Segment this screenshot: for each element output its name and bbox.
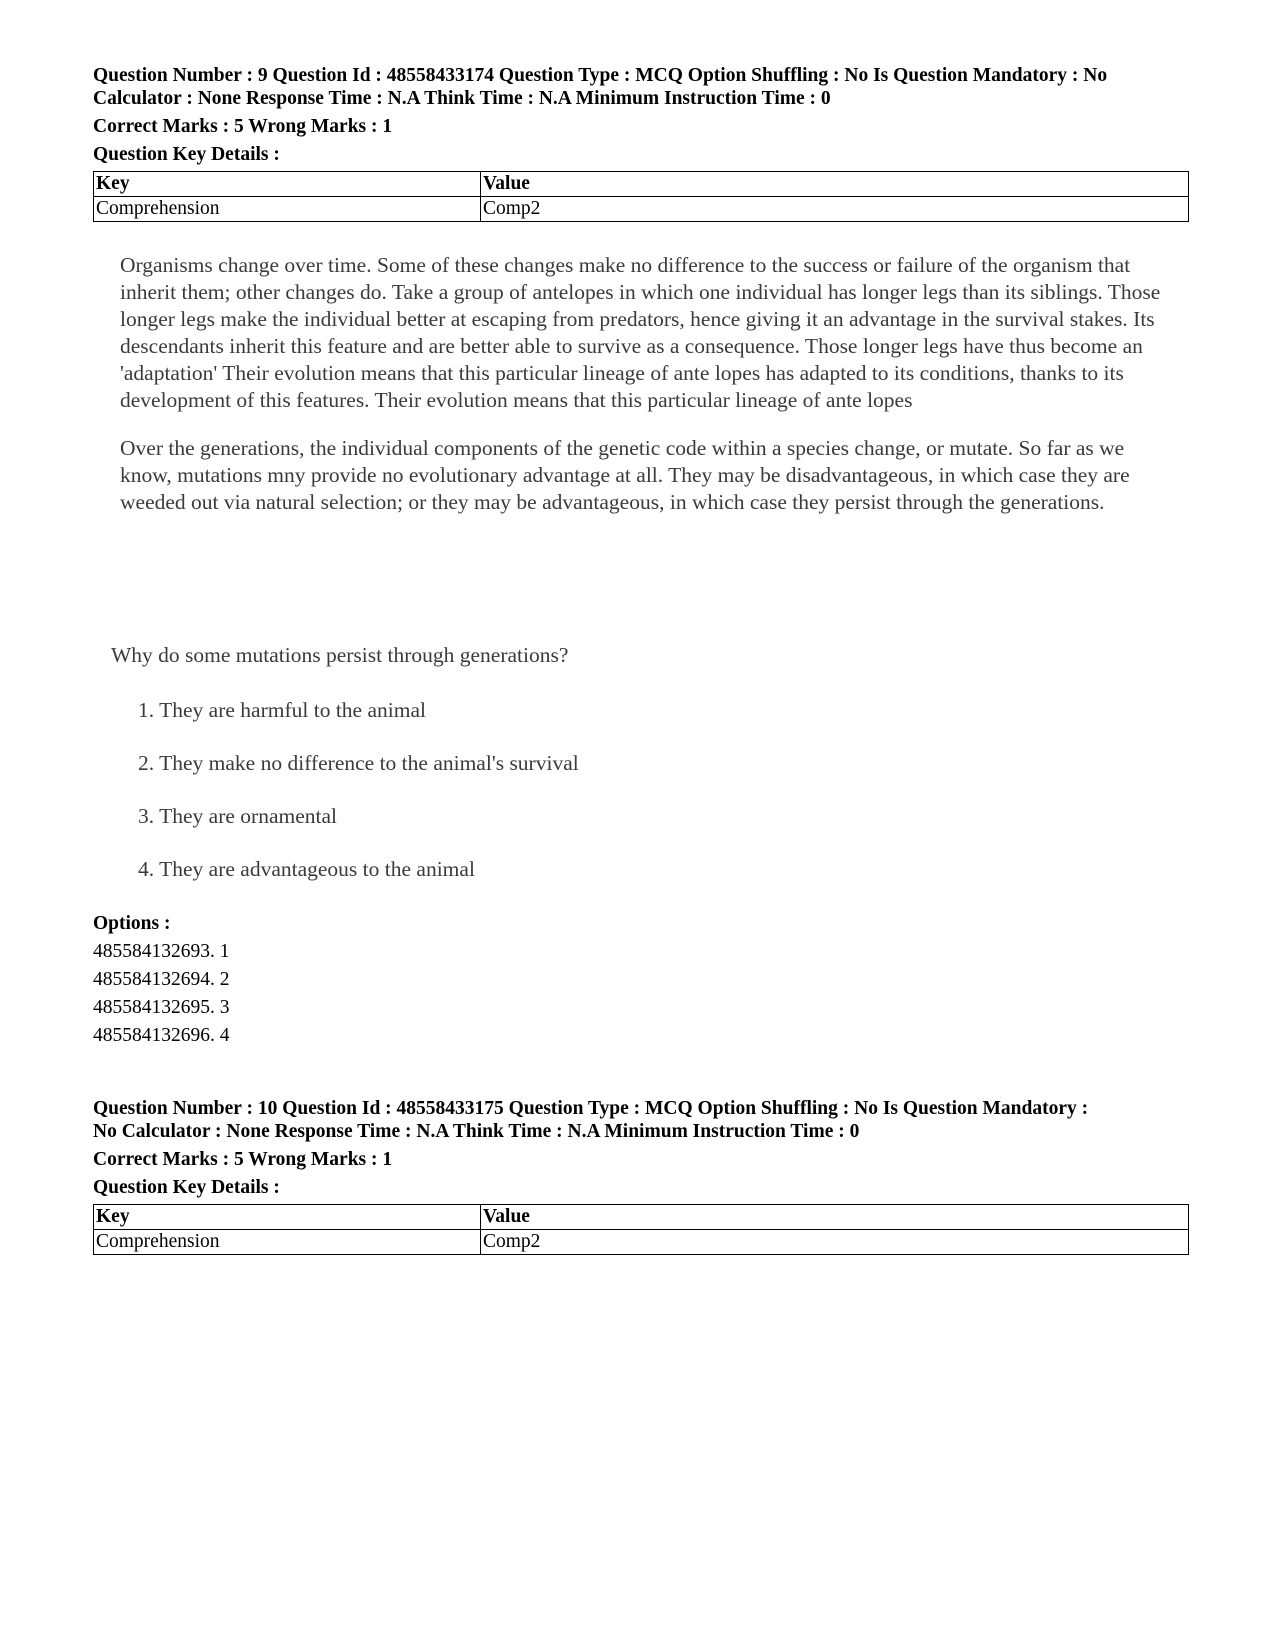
- table-cell-value: Comp2: [481, 1230, 1189, 1255]
- answer-choice-1: 1. They are harmful to the animal: [138, 698, 426, 722]
- question-9-meta: [93, 64, 1188, 110]
- question-10-key-details-label: Question Key Details :: [93, 1177, 280, 1198]
- table-header-value: Value: [481, 172, 1189, 197]
- question-9-header: [93, 64, 1188, 222]
- answer-choice-2: 2. They make no difference to the animal's survival: [138, 751, 579, 775]
- passage-paragraph-2: Over the generations, the individual components of the genetic code within a species change, or mutate. So far as we know, mutations mny provide no evolutionary advantage at all. They may be disadvantageous, in which case they are weeded out via natural selection; or they may be advantageous, in which case they persist through the generations.: [120, 436, 1130, 514]
- table-row: [94, 1230, 1189, 1255]
- comprehension-passage: [112, 252, 1172, 537]
- option-item: 485584132695. 3: [93, 997, 230, 1018]
- table-header-row: [94, 1205, 1189, 1230]
- table-header-value: Value: [481, 1205, 1189, 1230]
- answer-choices: [138, 697, 579, 909]
- passage-paragraph-1: Organisms change over time. Some of these changes make no difference to the success or failure of the organism that inherit them; other changes do. Take a group of antelopes in which one individual has longer legs than its siblings. Those longer legs make the individual better at escaping from predators, hence giving it an advantage in the survival stakes. Its descendants inherit this feature and are better able to survive as a consequence. Those longer legs have thus become an 'adaptation' Their evolution means that this particular lineage of ante lopes has adapted to its conditions, thanks to its development of this features. Their evolution means that this particular lineage of ante lopes: [120, 253, 1161, 412]
- table-cell-value: Comp2: [481, 197, 1189, 222]
- option-item: 485584132694. 2: [93, 969, 230, 990]
- table-row: [94, 197, 1189, 222]
- question-10-meta-line-2: No Calculator : None Response Time : N.A Think Time : N.A Minimum Instruction Time : 0: [93, 1121, 860, 1142]
- question-9-marks: Correct Marks : 5 Wrong Marks : 1: [93, 116, 393, 137]
- answer-choice-3: 3. They are ornamental: [138, 804, 337, 828]
- question-stem: Why do some mutations persist through generations?: [111, 643, 569, 667]
- question-9-key-table: [93, 171, 1189, 222]
- question-10-meta: [93, 1097, 1188, 1143]
- question-10-header: [93, 1097, 1188, 1255]
- options-label: Options :: [93, 913, 171, 934]
- question-9-meta-line-2: Calculator : None Response Time : N.A Think Time : N.A Minimum Instruction Time : 0: [93, 88, 831, 109]
- question-10-key-table: [93, 1204, 1189, 1255]
- question-9-options: [93, 910, 230, 1050]
- table-cell-key: Comprehension: [94, 1230, 481, 1255]
- table-header-key: Key: [94, 172, 481, 197]
- table-header-row: [94, 172, 1189, 197]
- table-header-key: Key: [94, 1205, 481, 1230]
- table-cell-key: Comprehension: [94, 197, 481, 222]
- question-10-meta-line-1: Question Number : 10 Question Id : 48558433175 Question Type : MCQ Option Shuffling : No Is Question Mandatory :: [93, 1098, 1089, 1119]
- question-10-marks: Correct Marks : 5 Wrong Marks : 1: [93, 1149, 393, 1170]
- option-item: 485584132696. 4: [93, 1025, 230, 1046]
- option-item: 485584132693. 1: [93, 941, 230, 962]
- question-9-meta-line-1: Question Number : 9 Question Id : 48558433174 Question Type : MCQ Option Shuffling : No Is Question Mandatory : No: [93, 65, 1108, 86]
- question-9-key-details-label: Question Key Details :: [93, 144, 280, 165]
- answer-choice-4: 4. They are advantageous to the animal: [138, 857, 475, 881]
